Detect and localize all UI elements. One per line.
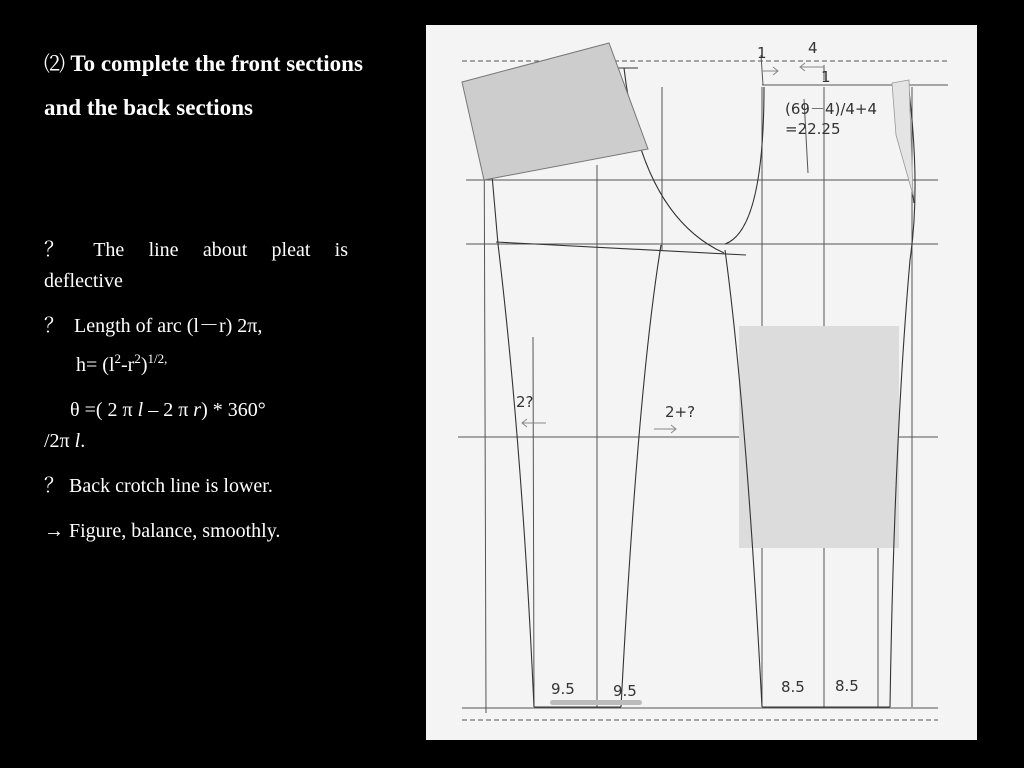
formula-h: $h= (l^2-r^2)^{1/2,}$ [76,351,168,376]
knee-shaded-area [739,326,899,548]
bullet-text: The line about pleat is deflective [44,239,349,292]
bullet-marker: ？ [44,475,64,497]
back-center-guide [484,93,486,713]
bullet-text: Length of arc (l－r) 2π, [74,315,263,337]
bullet-list [44,235,348,561]
bullet-marker: ？ [44,239,70,261]
bullet-text: Figure, balance, smoothly. [69,520,281,542]
label-4: 4 [808,39,818,57]
bullet-figure-balance [44,516,348,547]
bullet-back-crotch [44,471,348,502]
slide-title [44,42,384,130]
section-number: ⑵ [44,52,65,76]
label-9-5-a: 9.5 [551,680,575,698]
back-side-seam [488,129,534,707]
label-1-second: 1 [821,68,831,86]
label-8-5-b: 8.5 [835,677,859,695]
gray-waistband-patch [462,43,648,180]
bullet-text: Back crotch line is lower. [69,475,273,497]
bullet-marker: ？ [44,315,64,337]
bullet-arc-length [44,311,348,342]
label-8-5-a: 8.5 [781,678,805,696]
section-title: To complete the front sections and the back sections [44,51,363,120]
label-9-5-b: 9.5 [613,682,637,700]
label-2q: 2? [516,393,534,411]
label-1-top: 1 [757,44,767,62]
formula-line2: =22.25 [785,120,841,138]
back-inseam [621,245,661,707]
label-2plus: 2+? [665,403,696,421]
pattern-diagram-panel [426,25,977,740]
back-crotch-curve [624,68,724,253]
hem-marker-bar [550,700,642,705]
pattern-diagram [426,25,977,740]
front-crotch-curve [725,87,764,244]
arrow-icon: → [44,520,64,542]
bullet-pleat-line [44,235,348,297]
pocket-patch [892,80,913,195]
formula-theta: θ =( 2 π l – 2 π r) * 360° /2π l. [44,399,266,452]
formula-line1: (69－4)/4+4 [785,100,878,118]
